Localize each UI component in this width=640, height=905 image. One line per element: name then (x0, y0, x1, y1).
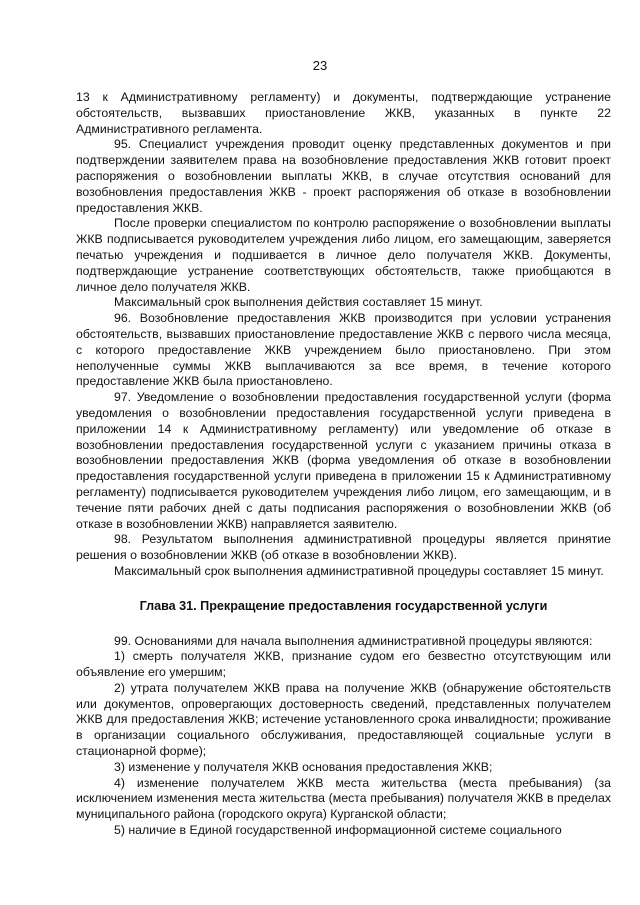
paragraph-99: 99. Основаниями для начала выполнения административной процедуры являются: (114, 633, 593, 648)
page-number: 23 (312, 58, 328, 73)
list-item-3: 3) изменение у получателя ЖКВ основания предоставления ЖКВ; (114, 759, 493, 774)
paragraph-95: 95. Специалист учреждения проводит оценку представленных документов и при подтверждении заявителем права на возобновление предоставления ЖКВ готовит проект распоряжения о возобновлении выплаты ЖКВ, в случае отсутствия оснований для возобновления предоставления ЖКВ - проект распоряжения об отказе в возобновлении предоставления ЖКВ. (76, 137, 611, 215)
list-item-2: 2) утрата получателем ЖКВ права на получение ЖКВ (обнаружение обстоятельств или документов, опровергающих достоверность сведений, представленных получателем ЖКВ для предоставления ЖКВ; истечение установленного срока инвалидности; проживание в организации социального обслуживания, предоставляющей социальные услуги в стационарной форме); (76, 680, 611, 759)
list-item-5: 5) наличие в Единой государственной информационной системе социального (114, 823, 562, 838)
chapter-heading: Глава 31. Прекращение предоставления государственной услуги (139, 598, 548, 613)
paragraph-96: 96. Возобновление предоставления ЖКВ производится при условии устранения обстоятельств, вызвавших приостановление предоставление ЖКВ с первого числа месяца, с которого предоставление ЖКВ учреждением было приостановлено. При этом неполученные суммы ЖКВ выплачиваются за все время, в течение которого предоставление ЖКВ была приостановлено. (76, 311, 611, 389)
document-body (76, 90, 611, 839)
paragraph-97: 97. Уведомление о возобновлении предоставления государственной услуги (форма уведомления о возобновлении предоставления государственной услуги приведена в приложении 14 к Административному регламенту) или уведомление об отказе в возобновлении предоставления государственной услуги с указанием причины отказа в возобновлении предоставления ЖКВ (форма уведомления об отказе в возобновлении предоставления государственной услуги приведена в приложении 15 к Административному регламенту) подписывается руководителем учреждения либо лицом, его замещающим, и в течение пяти рабочих дней с даты подписания распоряжения о возобновлении ЖКВ (об отказе в возобновлении ЖКВ) направляется заявителю. (76, 390, 611, 531)
paragraph-continuation: 13 к Административному регламенту) и документы, подтверждающие устранение обстоятельств, вызвавших приостановление ЖКВ, указанных в пункте 22 Административного регламента. (76, 90, 611, 136)
list-item-4: 4) изменение получателем ЖКВ места жительства (места пребывания) (за исключением изменения места жительства (места пребывания) получателя ЖКВ в пределах муниципального района (городского округа) Курганской области; (76, 775, 611, 822)
paragraph-max-time-action: Максимальный срок выполнения действия составляет 15 минут. (114, 295, 483, 310)
paragraph-max-time-procedure: Максимальный срок выполнения административной процедуры составляет 15 минут. (114, 563, 604, 578)
list-item-1: 1) смерть получателя ЖКВ, признание судом его безвестно отсутствующим или объявление его умершим; (76, 649, 611, 680)
paragraph-control-check: После проверки специалистом по контролю распоряжение о возобновлении выплаты ЖКВ подписывается руководителем учреждения либо лицом, его замещающим, заверяется печатью учреждения и подшивается в личное дело получателя ЖКВ. Документы, подтверждающие устранение соответствующих обстоятельств, также приобщаются в личное дело получателя ЖКВ. (76, 216, 611, 294)
paragraph-98: 98. Результатом выполнения административной процедуры является принятие решения о возобновлении ЖКВ (об отказе в возобновлении ЖКВ). (76, 532, 611, 563)
